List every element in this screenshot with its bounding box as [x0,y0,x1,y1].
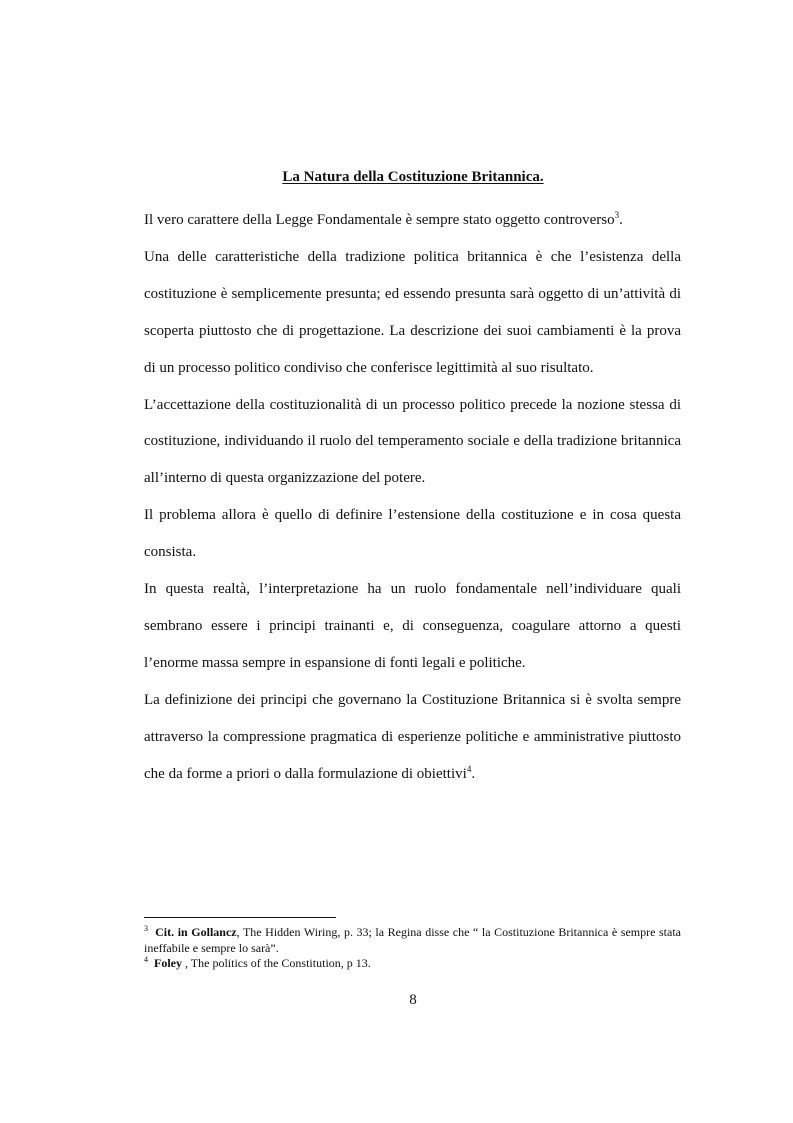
paragraph [144,682,681,793]
footnote-ref[interactable]: 4 [466,763,472,774]
footnotes [144,925,681,972]
footnote-author: Cit. in Gollancz [155,925,237,939]
paragraph-text: Il vero carattere della Legge Fondamentale è sempre stato oggetto controverso [144,212,615,228]
footnote-text: , The Hidden Wiring, p. 33; la Regina disse che “ la Costituzione Britannica è sempre stata ineffabile e sempre lo sarà”. [144,925,681,955]
footnote [144,956,681,972]
paragraph: Il problema allora è quello di definire l’estensione della costituzione e in cosa questa consista. [144,507,681,561]
footnote-separator [144,917,336,918]
footnote [144,925,681,956]
paragraph: In questa realtà, l’interpretazione ha un ruolo fondamentale nell’individuare quali sembrano essere i principi trainanti e, di conseguenza, coagulare attorno a questi l’enorme massa sempre in espansione di fonti legali e politiche. [144,581,681,671]
paragraph-text: La definizione dei principi che governano la Costituzione Britannica si è svolta sempre attraverso la compressione pragmatica di esperienze politiche e amministrative piuttosto che da forme a priori o dalla formulazione di obiettivi [144,691,681,782]
footnote-text: , The politics of the Constitution, p 13. [182,956,371,970]
footnote-number: 4 [144,955,148,964]
paragraph [144,202,681,239]
paragraph-tail: . [619,212,623,228]
paragraph: L’accettazione della costituzionalità di un processo politico precede la nozione stessa di costituzione, individuando il ruolo del temperamento sociale e della tradizione britannica all’interno di questa organizzazione del potere. [144,396,681,487]
page-number: 8 [409,992,417,1008]
footnote-author: Foley [154,956,182,970]
page-title: La Natura della Costituzione Britannica. [282,169,544,185]
paragraph: Una delle caratteristiche della tradizione politica britannica è che l’esistenza della costituzione è semplicemente presunta; ed essendo presunta sarà oggetto di un’attività di scoperta piuttosto che di progettazione. La descrizione dei suoi cambiamenti è la prova di un processo politico condiviso che conferisce legittimità al suo risultato. [144,248,681,376]
footnote-number: 3 [144,924,148,933]
body-text [144,202,681,793]
footnote-ref[interactable]: 3 [614,210,620,220]
paragraph-tail: . [471,765,476,782]
